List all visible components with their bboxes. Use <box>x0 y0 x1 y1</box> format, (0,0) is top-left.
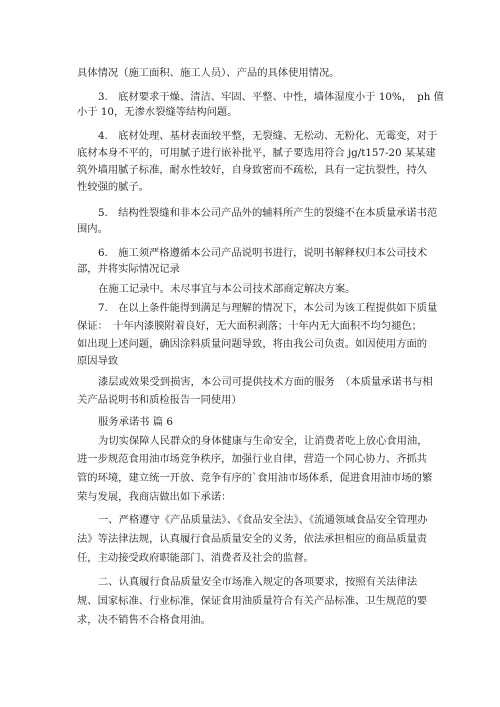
text-line: 管的环境，建立统一开放、竞争有序的`食用油市场体系，促进食用油市场的繁 <box>77 472 433 484</box>
text-line: 6. 施工须严格遵循本公司产品说明书进行，说明书解释权归本公司技术 <box>98 247 428 259</box>
text-line: 一、严格遵守《产品质量法》、《食品安全法》、《流通领域食品安全管理办 <box>98 514 428 526</box>
text-line: 二、认真履行食品质量安全市场准入规定的各项要求，按照有关法律法 <box>98 576 418 588</box>
text-line: 性较强的腻子。 <box>77 181 150 193</box>
text-line: 保证： 十年内漆膜附着良好，无大面积剥落；十年内无大面积不均匀褪色； <box>77 320 422 332</box>
text-line: 筑外墙用腻子标准，耐水性较好，自身致密而不疏松，具有一定抗裂性，持久 <box>77 164 428 176</box>
text-line: 求，决不销售不合格食用油。 <box>77 614 211 626</box>
text-line: 任，主动接受政府职能部门、消费者及社会的监督。 <box>77 552 314 564</box>
text-line: 4. 底材处理、基材表面较平整，无裂缝、无松动、无粉化、无霉变，对于 <box>98 130 438 142</box>
text-line: 底材本身不平的，可用腻子进行嵌补批平，腻子要选用符合 jg/t157-20 某某建 <box>77 147 436 159</box>
text-line: 关产品说明书和质检报告一同使用） <box>77 394 242 406</box>
text-line: 7. 在以上条件能得到满足与理解的情况下，本公司为该工程提供如下质量 <box>98 302 438 314</box>
text-line: 原因导致 <box>77 355 119 367</box>
text-line: 漆层或效果受到损害，本公司可提供技术方面的服务 （本质量承诺书与相 <box>98 376 433 388</box>
text-line: 如出现上述问题，确因涂料质量问题导致，将由我公司负责。如因使用方面的 <box>77 338 428 350</box>
section-heading: 服务承诺书 篇 6 <box>98 416 173 428</box>
text-line: 围内。 <box>77 223 108 235</box>
text-line: 规、国家标准、行业标准，保证食用油质量符合有关产品标准、卫生规范的要 <box>77 595 428 607</box>
text-line: 进一步规范食用油市场竞争秩序，加强行业自律，营造一个同心协力、齐抓共 <box>77 453 428 465</box>
text-line: 部，并将实际情况记录 <box>77 263 180 275</box>
text-line: 5. 结构性裂缝和非本公司产品外的辅料所产生的裂缝不在本质量承诺书范 <box>98 207 438 219</box>
text-line: 在施工记录中。未尽事宜与本公司技术部商定解决方案。 <box>98 283 356 295</box>
text-line: 小于 10，无渗水裂缝等结构问题。 <box>77 106 238 118</box>
text-line: 法》等法律法规，认真履行食品质量安全的义务，依法承担相应的商品质量责 <box>77 533 428 545</box>
text-line: 荣与发展，我商店做出如下承诺： <box>77 491 232 503</box>
text-line: 为切实保障人民群众的身体健康与生命安全，让消费者吃上放心食用油， <box>98 435 428 447</box>
text-line: 具体情况（施工面积、施工人员）、产品的具体使用情况。 <box>77 67 340 79</box>
text-line: 3. 底材要求干燥、清洁、牢固、平整、中性，墙体湿度小于 10%， ph 值 <box>98 91 444 103</box>
